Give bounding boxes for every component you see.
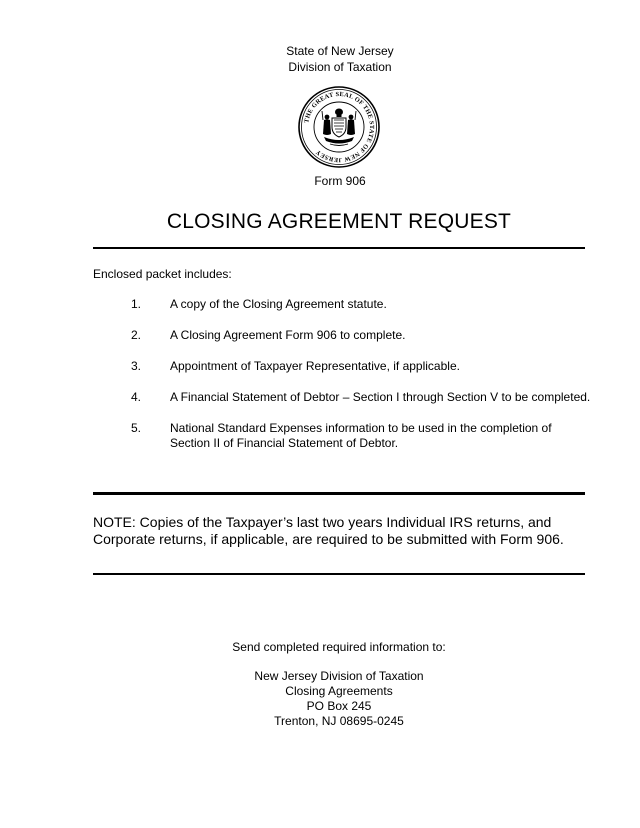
address-line: Closing Agreements <box>285 684 393 698</box>
list-item-text: National Standard Expenses information to be used in the completion of Section II of Financial Statement of Debtor. <box>170 421 552 450</box>
state-seal-icon <box>297 85 381 169</box>
list-item-number: 1. <box>131 297 142 311</box>
divider-note-top <box>93 492 585 495</box>
note-text: NOTE: Copies of the Taxpayer’s last two years Individual IRS returns, and Corporate returns, if applicable, are required to be submitted with Form 906. <box>93 514 564 547</box>
list-item-text: A Financial Statement of Debtor – Section I through Section V to be completed. <box>170 390 591 404</box>
form-number: Form 906 <box>314 174 366 188</box>
address-line: Trenton, NJ 08695-0245 <box>274 714 404 728</box>
list-item-number: 3. <box>131 359 142 373</box>
state-seal <box>297 85 381 169</box>
header-state: State of New Jersey <box>286 44 394 58</box>
packet-intro: Enclosed packet includes: <box>93 267 232 281</box>
mailing-address <box>150 669 528 729</box>
send-instruction: Send completed required information to: <box>232 640 446 654</box>
page-title: CLOSING AGREEMENT REQUEST <box>166 210 512 233</box>
list-item-text: Appointment of Taxpayer Representative, if applicable. <box>170 359 460 373</box>
header-division: Division of Taxation <box>288 60 392 74</box>
address-line: PO Box 245 <box>306 699 372 713</box>
list-item-text: A Closing Agreement Form 906 to complete. <box>170 328 406 342</box>
divider-top <box>93 247 585 249</box>
seal-text: THE GREAT SEAL OF THE STATE OF NEW JERSEY <box>303 90 376 164</box>
address-line: New Jersey Division of Taxation <box>254 669 424 683</box>
list-item-number: 5. <box>131 421 142 435</box>
list-item-text: A copy of the Closing Agreement statute. <box>170 297 387 311</box>
divider-note-bottom <box>93 573 585 575</box>
list-item-number: 4. <box>131 390 142 404</box>
list-item-number: 2. <box>131 328 142 342</box>
